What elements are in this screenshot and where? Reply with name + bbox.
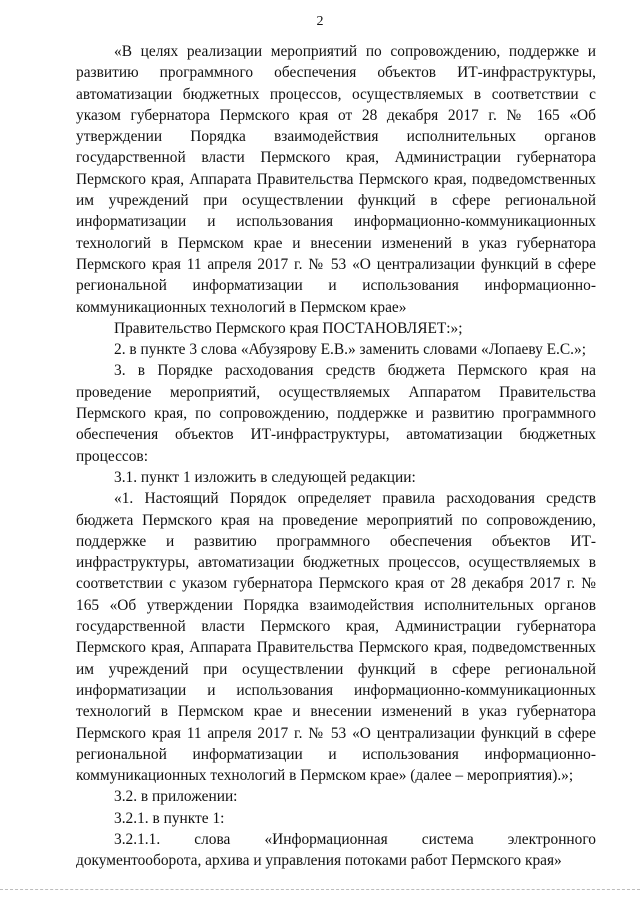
document-body xyxy=(76,41,596,872)
paragraph-item-2: 2. в пункте 3 слова «Абузярову Е.В.» заменить словами «Лопаеву Е.С.»; xyxy=(114,341,586,359)
paragraph-item-3-1: 3.1. пункт 1 изложить в следующей редакции: xyxy=(114,468,416,486)
paragraph-item-3-2-1: 3.2.1. в пункте 1: xyxy=(114,809,225,827)
paragraph-resolves: Правительство Пермского края ПОСТАНОВЛЯЕТ:»; xyxy=(114,319,463,337)
paragraph-item-3-2-1-1: 3.2.1.1. слова «Информационная система электронного документооборота, архива и управления потоками работ Пермского края» xyxy=(76,830,596,870)
page-bottom-divider xyxy=(0,889,640,891)
paragraph-item-3-2: 3.2. в приложении: xyxy=(114,788,238,806)
page-number: 2 xyxy=(316,14,324,29)
paragraph-item-3: 3. в Порядке расходования средств бюджета Пермского края на проведение мероприятий, осуществляемых Аппаратом Правительства Пермского края, по сопровождению, поддержке и развитию программного обеспечения объектов ИТ-инфраструктуры, автоматизации бюджетных процессов: xyxy=(76,362,596,465)
paragraph-item-3-1-text: «1. Настоящий Порядок определяет правила расходования средств бюджета Пермского края на проведение мероприятий по сопровождению, поддержке и развитию программного обеспечения объектов ИТ-инфраструктуры, автоматизации бюджетных процессов, осуществляемых в соответствии с указом губернатора Пермского края от 28 декабря 2017 г. № 165 «Об утверждении Порядка взаимодействия исполнительных органов государственной власти Пермского края, Администрации губернатора Пермского края, Аппарата Правительства Пермского края, подведомственных им учреждений при осуществлении функций в сфере региональной информатизации и использования информационно-коммуникационных технологий в Пермском крае и внесении изменений в указ губернатора Пермского края 11 апреля 2017 г. № 53 «О централизации функций в сфере региональной информатизации и использования информационно-коммуникационных технологий в Пермском крае» (далее – мероприятия).»; xyxy=(76,490,596,785)
paragraph-preamble: «В целях реализации мероприятий по сопровождению, поддержке и развитию программного обеспечения объектов ИТ-инфраструктуры, автоматизации бюджетных процессов, осуществляемых в соответствии с указом губернатора Пермского края от 28 декабря 2017 г. № 165 «Об утверждении Порядка взаимодействия исполнительных органов государственной власти Пермского края, Администрации губернатора Пермского края, Аппарата Правительства Пермского края, подведомственных им учреждений при осуществлении функций в сфере региональной информатизации и использования информационно-коммуникационных технологий в Пермском крае и внесении изменений в указ губернатора Пермского края 11 апреля 2017 г. № 53 «О централизации функций в сфере региональной информатизации и использования информационно-коммуникационных технологий в Пермском крае» xyxy=(76,43,596,316)
